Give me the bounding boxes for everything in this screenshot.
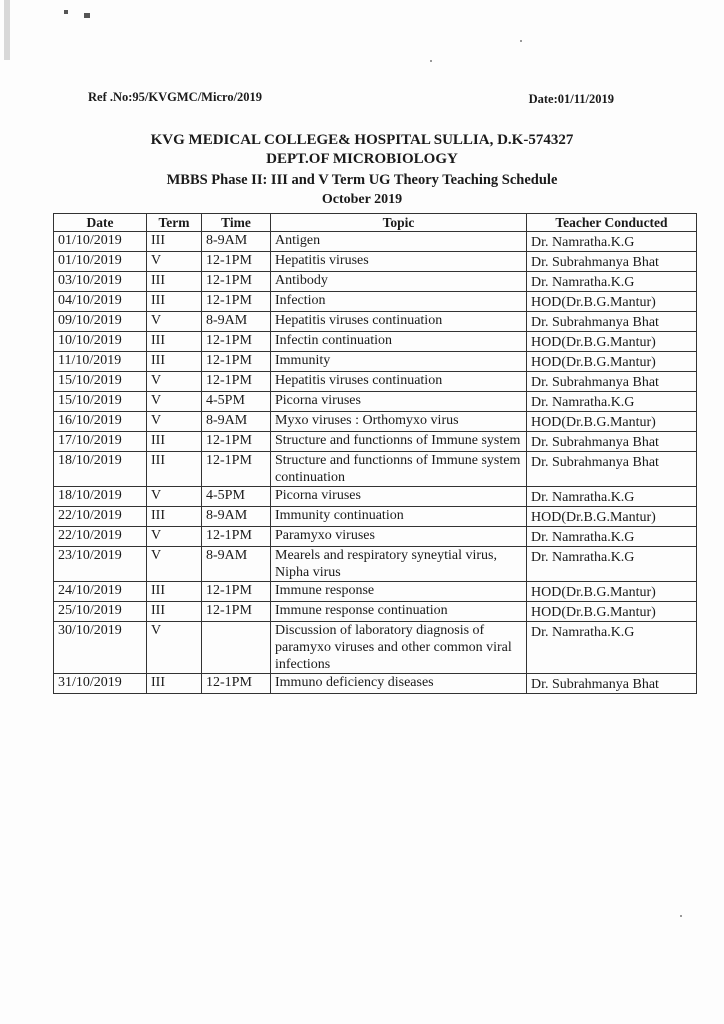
table-row <box>54 452 697 487</box>
column-header-teacher: Teacher Conducted <box>527 214 697 232</box>
cell-teacher: Dr. Subrahmanya Bhat <box>527 452 697 487</box>
cell-term: V <box>147 372 202 392</box>
table-row <box>54 412 697 432</box>
cell-time: 8-9AM <box>202 412 271 432</box>
cell-date: 03/10/2019 <box>54 272 147 292</box>
cell-topic: Antigen <box>271 232 527 252</box>
institution-title: KVG MEDICAL COLLEGE& HOSPITAL SULLIA, D.K-574327 <box>150 132 574 148</box>
cell-date: 31/10/2019 <box>54 674 147 694</box>
table-row <box>54 674 697 694</box>
table-row <box>54 602 697 622</box>
table-row <box>54 432 697 452</box>
cell-time: 8-9AM <box>202 312 271 332</box>
cell-term: III <box>147 272 202 292</box>
cell-date: 04/10/2019 <box>54 292 147 312</box>
schedule-title: MBBS Phase II: III and V Term UG Theory Teaching Schedule <box>166 172 558 188</box>
cell-date: 25/10/2019 <box>54 602 147 622</box>
cell-teacher: HOD(Dr.B.G.Mantur) <box>527 507 697 527</box>
column-header-date: Date <box>54 214 147 232</box>
cell-teacher: HOD(Dr.B.G.Mantur) <box>527 602 697 622</box>
cell-time: 4-5PM <box>202 487 271 507</box>
cell-term: V <box>147 412 202 432</box>
cell-teacher: Dr. Namratha.K.G <box>527 392 697 412</box>
cell-term: V <box>147 622 202 674</box>
cell-time: 12-1PM <box>202 432 271 452</box>
column-header-time: Time <box>202 214 271 232</box>
department-title: DEPT.OF MICROBIOLOGY <box>266 151 458 167</box>
scan-dot <box>430 60 432 62</box>
table-row <box>54 487 697 507</box>
cell-term: III <box>147 507 202 527</box>
cell-topic: Hepatitis viruses continuation <box>271 312 527 332</box>
document-date: Date:01/11/2019 <box>528 92 614 106</box>
cell-teacher: Dr. Namratha.K.G <box>527 547 697 582</box>
cell-time: 12-1PM <box>202 332 271 352</box>
cell-term: III <box>147 332 202 352</box>
cell-term: V <box>147 527 202 547</box>
cell-date: 15/10/2019 <box>54 392 147 412</box>
cell-topic: Hepatitis viruses continuation <box>271 372 527 392</box>
cell-topic: Structure and functionns of Immune system <box>271 432 527 452</box>
cell-teacher: Dr. Namratha.K.G <box>527 622 697 674</box>
cell-topic: Mearels and respiratory syneytial virus, Nipha virus <box>271 547 527 582</box>
cell-term: III <box>147 452 202 487</box>
cell-topic: Discussion of laboratory diagnosis of paramyxo viruses and other common viral infections <box>271 622 527 674</box>
cell-time: 4-5PM <box>202 392 271 412</box>
table-row <box>54 547 697 582</box>
cell-time: 12-1PM <box>202 272 271 292</box>
table-row <box>54 312 697 332</box>
cell-time: 8-9AM <box>202 507 271 527</box>
table-header-row <box>54 214 697 232</box>
cell-topic: Immunity continuation <box>271 507 527 527</box>
cell-term: V <box>147 392 202 412</box>
cell-date: 11/10/2019 <box>54 352 147 372</box>
cell-date: 22/10/2019 <box>54 527 147 547</box>
cell-time: 12-1PM <box>202 252 271 272</box>
cell-date: 18/10/2019 <box>54 487 147 507</box>
table-row <box>54 232 697 252</box>
reference-number: Ref .No:95/KVGMC/Micro/2019 <box>88 90 263 104</box>
table-row <box>54 272 697 292</box>
scan-dot <box>520 40 522 42</box>
cell-term: V <box>147 487 202 507</box>
cell-topic: Antibody <box>271 272 527 292</box>
cell-topic: Infectin continuation <box>271 332 527 352</box>
cell-term: III <box>147 674 202 694</box>
cell-date: 24/10/2019 <box>54 582 147 602</box>
cell-date: 01/10/2019 <box>54 232 147 252</box>
cell-teacher: Dr. Subrahmanya Bhat <box>527 432 697 452</box>
cell-time <box>202 622 271 674</box>
cell-time: 12-1PM <box>202 527 271 547</box>
schedule-month: October 2019 <box>321 192 403 207</box>
cell-teacher: Dr. Namratha.K.G <box>527 487 697 507</box>
cell-term: V <box>147 547 202 582</box>
column-header-term: Term <box>147 214 202 232</box>
cell-time: 8-9AM <box>202 232 271 252</box>
scan-speck <box>84 13 90 18</box>
cell-date: 15/10/2019 <box>54 372 147 392</box>
table-row <box>54 527 697 547</box>
cell-topic: Myxo viruses : Orthomyxo virus <box>271 412 527 432</box>
cell-date: 23/10/2019 <box>54 547 147 582</box>
table-row <box>54 372 697 392</box>
scan-speck <box>64 10 68 14</box>
cell-topic: Infection <box>271 292 527 312</box>
cell-teacher: HOD(Dr.B.G.Mantur) <box>527 582 697 602</box>
cell-teacher: HOD(Dr.B.G.Mantur) <box>527 332 697 352</box>
cell-teacher: Dr. Namratha.K.G <box>527 527 697 547</box>
schedule-table <box>53 213 697 694</box>
table-row <box>54 352 697 372</box>
cell-term: III <box>147 352 202 372</box>
cell-date: 01/10/2019 <box>54 252 147 272</box>
table-row <box>54 292 697 312</box>
cell-teacher: HOD(Dr.B.G.Mantur) <box>527 412 697 432</box>
cell-date: 30/10/2019 <box>54 622 147 674</box>
cell-topic: Immune response continuation <box>271 602 527 622</box>
cell-time: 12-1PM <box>202 372 271 392</box>
cell-term: V <box>147 312 202 332</box>
cell-term: III <box>147 292 202 312</box>
cell-date: 10/10/2019 <box>54 332 147 352</box>
cell-topic: Immune response <box>271 582 527 602</box>
cell-time: 12-1PM <box>202 292 271 312</box>
table-row <box>54 622 697 674</box>
cell-term: III <box>147 232 202 252</box>
cell-term: III <box>147 432 202 452</box>
cell-time: 12-1PM <box>202 674 271 694</box>
cell-teacher: Dr. Subrahmanya Bhat <box>527 252 697 272</box>
cell-time: 12-1PM <box>202 452 271 487</box>
cell-time: 8-9AM <box>202 547 271 582</box>
cell-topic: Immuno deficiency diseases <box>271 674 527 694</box>
scan-edge <box>4 0 10 60</box>
table-row <box>54 332 697 352</box>
cell-topic: Structure and functionns of Immune system continuation <box>271 452 527 487</box>
cell-date: 16/10/2019 <box>54 412 147 432</box>
column-header-topic: Topic <box>271 214 527 232</box>
table-row <box>54 252 697 272</box>
cell-date: 17/10/2019 <box>54 432 147 452</box>
cell-teacher: Dr. Subrahmanya Bhat <box>527 674 697 694</box>
cell-topic: Immunity <box>271 352 527 372</box>
cell-date: 22/10/2019 <box>54 507 147 527</box>
table-row <box>54 507 697 527</box>
cell-time: 12-1PM <box>202 582 271 602</box>
cell-time: 12-1PM <box>202 352 271 372</box>
cell-date: 09/10/2019 <box>54 312 147 332</box>
cell-date: 18/10/2019 <box>54 452 147 487</box>
cell-teacher: HOD(Dr.B.G.Mantur) <box>527 352 697 372</box>
cell-teacher: HOD(Dr.B.G.Mantur) <box>527 292 697 312</box>
cell-time: 12-1PM <box>202 602 271 622</box>
cell-topic: Hepatitis viruses <box>271 252 527 272</box>
table-row <box>54 582 697 602</box>
cell-term: V <box>147 252 202 272</box>
table-row <box>54 392 697 412</box>
cell-teacher: Dr. Namratha.K.G <box>527 232 697 252</box>
cell-topic: Paramyxo viruses <box>271 527 527 547</box>
cell-topic: Picorna viruses <box>271 392 527 412</box>
cell-teacher: Dr. Subrahmanya Bhat <box>527 312 697 332</box>
cell-term: III <box>147 582 202 602</box>
cell-topic: Picorna viruses <box>271 487 527 507</box>
cell-teacher: Dr. Namratha.K.G <box>527 272 697 292</box>
cell-term: III <box>147 602 202 622</box>
scan-dot <box>680 915 682 917</box>
cell-teacher: Dr. Subrahmanya Bhat <box>527 372 697 392</box>
